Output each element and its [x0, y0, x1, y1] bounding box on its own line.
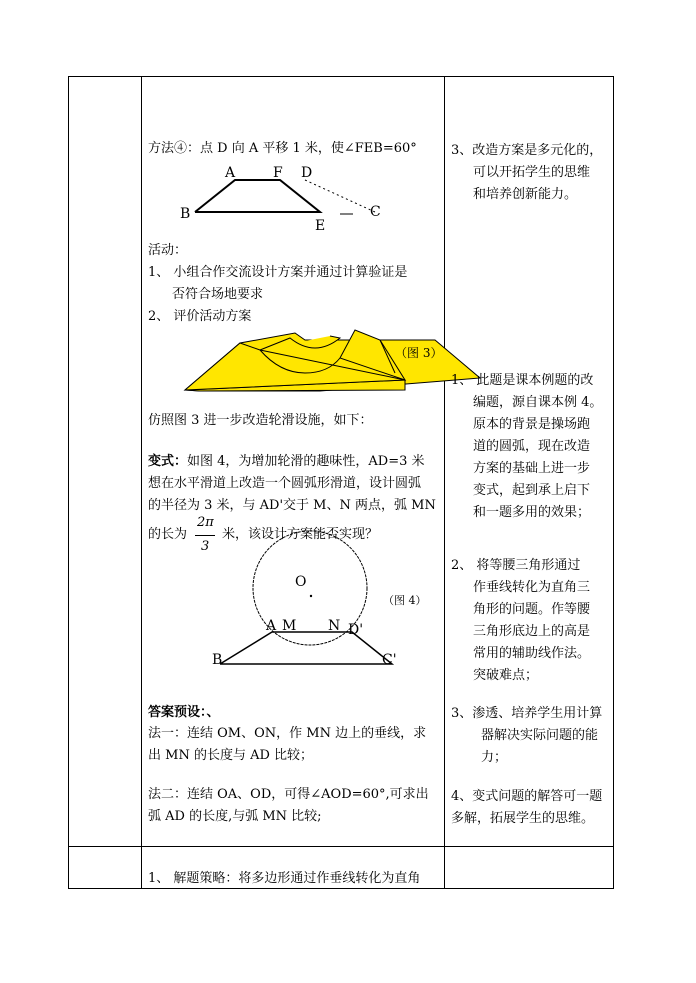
method2-line2: 弧 AD 的长度,与弧 MN 比较; [148, 809, 322, 824]
fig4-label-c: C' [382, 652, 397, 668]
method1-line1: 法一：连结 OM、ON，作 MN 边上的垂线，求 [148, 726, 427, 741]
fig1-label-c: C [370, 204, 381, 220]
note3p-line3: 力； [481, 750, 508, 765]
note2-line5: 常用的辅助线作法。 [473, 646, 591, 661]
figure-3-ramp [180, 318, 410, 398]
fig1-label-f: F [273, 165, 283, 181]
table-top-border [68, 76, 614, 77]
note1-line1: 1、 此题是课本例题的改 [451, 373, 594, 388]
note1-line4: 道的圆弧，现在改造 [473, 439, 591, 454]
variant-label: 变式： [148, 454, 188, 469]
figure-4-circle [210, 550, 410, 670]
method4-text: 方法④：点 D 向 A 平移 1 米，使∠FEB=60° [148, 141, 417, 156]
fig4-label-a: A [266, 618, 277, 634]
variant-line1 [148, 451, 425, 473]
fig4-label-m: M [282, 618, 297, 634]
fig4-label-n: N [328, 618, 341, 634]
fig4-caption: （图 4） [383, 594, 427, 607]
note2-line6: 突破难点； [473, 668, 539, 683]
fig3-caption: （图 3） [395, 346, 443, 360]
note2-line3: 角形的问题。作等腰 [473, 602, 591, 617]
fig1-label-b: B [180, 206, 191, 222]
note1-line6: 变式，起到承上启下 [473, 483, 591, 498]
variant-line2: 想在水平滑道上改造一个圆弧形滑道，设计圆弧 [148, 476, 422, 491]
variant-text: 如图 4，为增加轮滑的趣味性，AD=3 米 [187, 454, 425, 469]
figure-1-trapezoid [175, 160, 395, 235]
note1-line7: 和一题多用的效果； [473, 505, 591, 520]
variant-line3: 的半径为 3 米，与 AD'交于 M、N 两点，弧 MN [148, 498, 436, 513]
note3-line1: 3、改造方案是多元化的， [451, 143, 603, 158]
bottom-row-text: 1、 解题策略：将多边形通过作垂线转化为直角 [148, 871, 421, 886]
note3p-line1: 3、渗透、培养学生用计算 [451, 706, 603, 721]
fraction-denominator: 3 [201, 539, 210, 554]
col-divider-2 [444, 76, 445, 889]
activity-1-line1: 1、 小组合作交流设计方案并通过计算验证是 [148, 265, 408, 280]
note3-line3: 和培养创新能力。 [473, 187, 578, 202]
activity-2: 2、 评价活动方案 [148, 309, 252, 324]
method1-line2: 出 MN 的长度与 AD 比较； [148, 748, 314, 763]
note2-line2: 作垂线转化为直角三 [473, 580, 591, 595]
fig4-label-b: B [212, 652, 223, 668]
col-divider-1 [141, 76, 142, 889]
fraction-numerator: 2π [197, 515, 214, 530]
fig1-label-d: D [301, 165, 313, 181]
note3-line2: 可以开拓学生的思维 [473, 165, 591, 180]
note4-line2: 多解，拓展学生的思维。 [451, 811, 595, 826]
note2-line4: 三角形底边上的高是 [473, 624, 591, 639]
fig4-label-d: D' [348, 622, 364, 638]
variant-line4-b: 米，该设计方案能否实现？ [222, 527, 379, 542]
note2-line1: 2、 将等腰三角形通过 [451, 558, 581, 573]
fig1-label-e: E [315, 218, 326, 234]
note1-line3: 原本的背景是操场跑 [473, 417, 591, 432]
imitate-text: 仿照图 3 进一步改造轮滑设施，如下： [148, 413, 373, 428]
note3p-line2: 器解决实际问题的能 [481, 728, 599, 743]
table-left-border [68, 76, 69, 889]
note1-line2: 编题，源自课本例 4。 [473, 395, 603, 410]
method2-line1: 法二：连结 OA、OD，可得∠AOD=60°,可求出 [148, 787, 429, 802]
activity-1-line2: 否符合场地要求 [172, 287, 264, 302]
variant-line4-a: 的长为 [148, 527, 188, 542]
table-right-border [613, 76, 614, 889]
row-divider [68, 846, 614, 847]
fig1-label-a: A [225, 165, 236, 181]
answer-label: 答案预设：、 [148, 705, 220, 720]
note1-line5: 方案的基础上进一步 [473, 461, 591, 476]
activity-title: 活动： [148, 243, 188, 258]
note4-line1: 4、变式问题的解答可一题 [451, 789, 603, 804]
fig4-label-o: O [295, 574, 307, 590]
